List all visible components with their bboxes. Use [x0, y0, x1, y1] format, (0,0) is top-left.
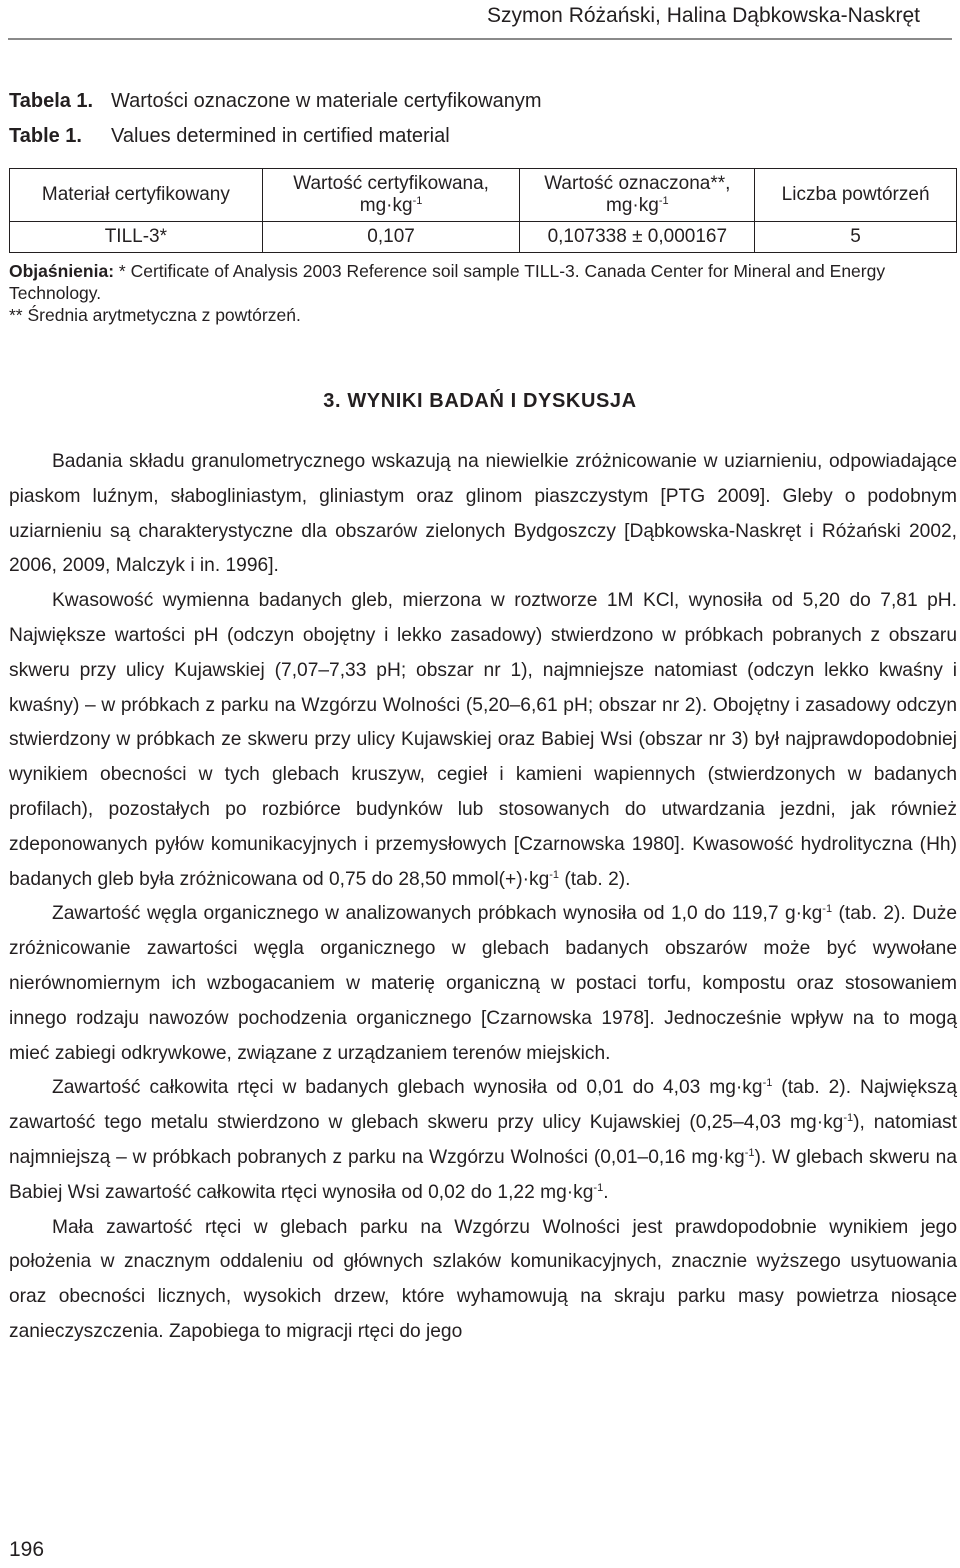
text-run: (tab. 2). Największą zawartość tego metalu stwierdzono w glebach skweru przy ulicy Kujawskiej (0,25–4,03 mg·kg: [9, 1077, 958, 1134]
unit-exponent: -1: [843, 1112, 854, 1125]
table-caption-pl: [9, 90, 542, 113]
table-caption-pl-label: Tabela 1.: [9, 90, 94, 112]
table-notes: [9, 260, 954, 326]
text-run: Zawartość całkowita rtęci w badanych glebach wynosiła od 0,01 do 4,03 mg·kg: [52, 1077, 763, 1099]
paragraph-granulometry: Badania składu granulometrycznego wskazują na niewielkie zróżnicowanie w uziarnieniu, odpowiadające piaskom luźnym, słabogliniastym, gliniastym oraz glinom piaszczystym [PTG 2009]. Gleby o podobnym uziarnieniu są charakterystyczne dla obszarów zielonych Bydgoszczy [Dąbkowska-Naskręt i Różański 2002, 2006, 2009, Malczyk i in. 1996].: [9, 451, 957, 577]
header-repetitions: Liczba powtórzeń: [755, 169, 957, 222]
text-run: ). W glebach skweru na Babiej Wsi zawartość całkowita rtęci wynosiła od 0,02 do 1,22 mg·kg: [9, 1146, 957, 1203]
header-certified-value: [262, 169, 520, 222]
paragraph-mercury-park: Mała zawartość rtęci w glebach parku na Wzgórzu Wolności jest prawdopodobnie wynikiem jego położenia w znacznym oddaleniu od głównych szlaków komunikacyjnych, znacznie wyższego usytuowania oraz obecności licznych, wysokich drzew, które wyhamowują na skraju parku masy powietrza niosące zanieczyszczenia. Zapobiega to migracji rtęci do jego: [9, 1216, 957, 1342]
paragraph-acidity: [9, 584, 957, 897]
cell-repetitions: 5: [755, 222, 957, 253]
table-row: [10, 222, 957, 253]
text-run: Zawartość węgla organicznego w analizowanych próbkach wynosiła od 1,0 do 119,7 g·kg: [52, 903, 823, 925]
table-caption-pl-text: Wartości oznaczone w materiale certyfikowanym: [111, 90, 542, 112]
page-number: 196: [9, 1538, 45, 1561]
note-certificate-text: * Certificate of Analysis 2003 Reference soil sample TILL-3. Canada Center for Mineral and Energy Technology.: [9, 261, 886, 303]
text-run: ), natomiast najmniejszą – w próbkach pobranych z parku na Wzgórzu Wolności (0,01–0,16 mg·kg: [9, 1112, 957, 1168]
unit-exponent: -1: [822, 903, 833, 916]
note-mean: ** Średnia arytmetyczna z powtórzeń.: [9, 305, 301, 325]
table-caption-en: [9, 125, 450, 148]
table-caption-en-label: Table 1.: [9, 125, 82, 147]
unit-exponent: -1: [762, 1077, 773, 1090]
cell-material: TILL-3*: [10, 222, 263, 253]
header-certified-label: Wartość certyfikowana,: [293, 173, 489, 194]
section-heading: 3. WYNIKI BADAŃ I DYSKUSJA: [323, 390, 637, 412]
text-run: .: [603, 1181, 609, 1203]
running-header: Szymon Różański, Halina Dąbkowska-Naskręt: [487, 4, 920, 27]
header-determined-value: [520, 169, 755, 222]
cell-determined-value: 0,107338 ± 0,000167: [520, 222, 755, 253]
paragraph-organic-carbon: [9, 897, 957, 1071]
certified-material-table: [9, 168, 957, 253]
notes-label: Objaśnienia:: [9, 261, 115, 281]
paragraph-mercury: [9, 1071, 957, 1210]
header-rule: [8, 38, 952, 40]
header-determined-unit-exp: -1: [658, 195, 669, 207]
cell-certified-value: 0,107: [262, 222, 520, 253]
text-run: Kwasowość wymienna badanych gleb, mierzona w roztworze 1M KCl, wynosiła od 5,20 do 7,81 pH. Największe wartości pH (odczyn obojętny i lekko zasadowy) stwierdzono w próbkach pobranych z obszaru skweru przy ulicy Kujawskiej (7,07–7,33 pH; obszar nr 1), najmniejsze natomiast (odczyn lekko kwaśny i kwaśny) – w próbkach z parku na Wzgórzu Wolności (5,20–6,61 pH; obszar nr 2). Obojętny i zasadowy odczyn stwierdzony w próbkach ze skweru przy ulicy Kujawskiej oraz Babiej Wsi (obszar nr 3) był najprawdopodobniej wynikiem obecności w tych glebach kruszyw, cegieł i kamieni wapiennych (stwierdzonych w badanych profilach), pozostałych po rozbiórce budynków lub stosowanych do utwardzania jezdni, jak również zdeponowanych pyłów komunikacyjnych i przemysłowych [Czarnowska 1980]. Kwasowość hydrolityczna (Hh) badanych gleb była zróżnicowana od 0,75 do 28,50 mmol(+)·kg: [9, 590, 957, 890]
table-caption-en-text: Values determined in certified material: [111, 125, 450, 147]
header-determined-label: Wartość oznaczona**,: [544, 173, 731, 194]
unit-exponent: -1: [549, 868, 560, 881]
text-run: (tab. 2). Duże zróżnicowanie zawartości węgla organicznego w glebach badanych obszarów może być wywołane nierównomiernym ich wzbogacaniem w materię organiczną w postaci torfu, kompostu oraz stosowaniem innego rodzaju nawozów pochodzenia organicznego [Czarnowska 1978]. Jednocześnie wpływ na to mogą mieć zabiegi odkrywkowe, związane z urządzaniem terenów miejskich.: [9, 903, 957, 1064]
header-determined-unit: mg·kg: [606, 195, 659, 216]
body-text: [9, 445, 957, 1350]
note-certificate: [9, 260, 954, 304]
header-certified-unit: mg·kg: [359, 195, 413, 216]
table-header-row: [10, 169, 957, 222]
text-run: (tab. 2).: [559, 868, 631, 890]
unit-exponent: -1: [744, 1146, 755, 1159]
header-certified-unit-exp: -1: [412, 195, 423, 207]
header-material: Materiał certyfikowany: [10, 169, 263, 222]
unit-exponent: -1: [593, 1181, 604, 1194]
